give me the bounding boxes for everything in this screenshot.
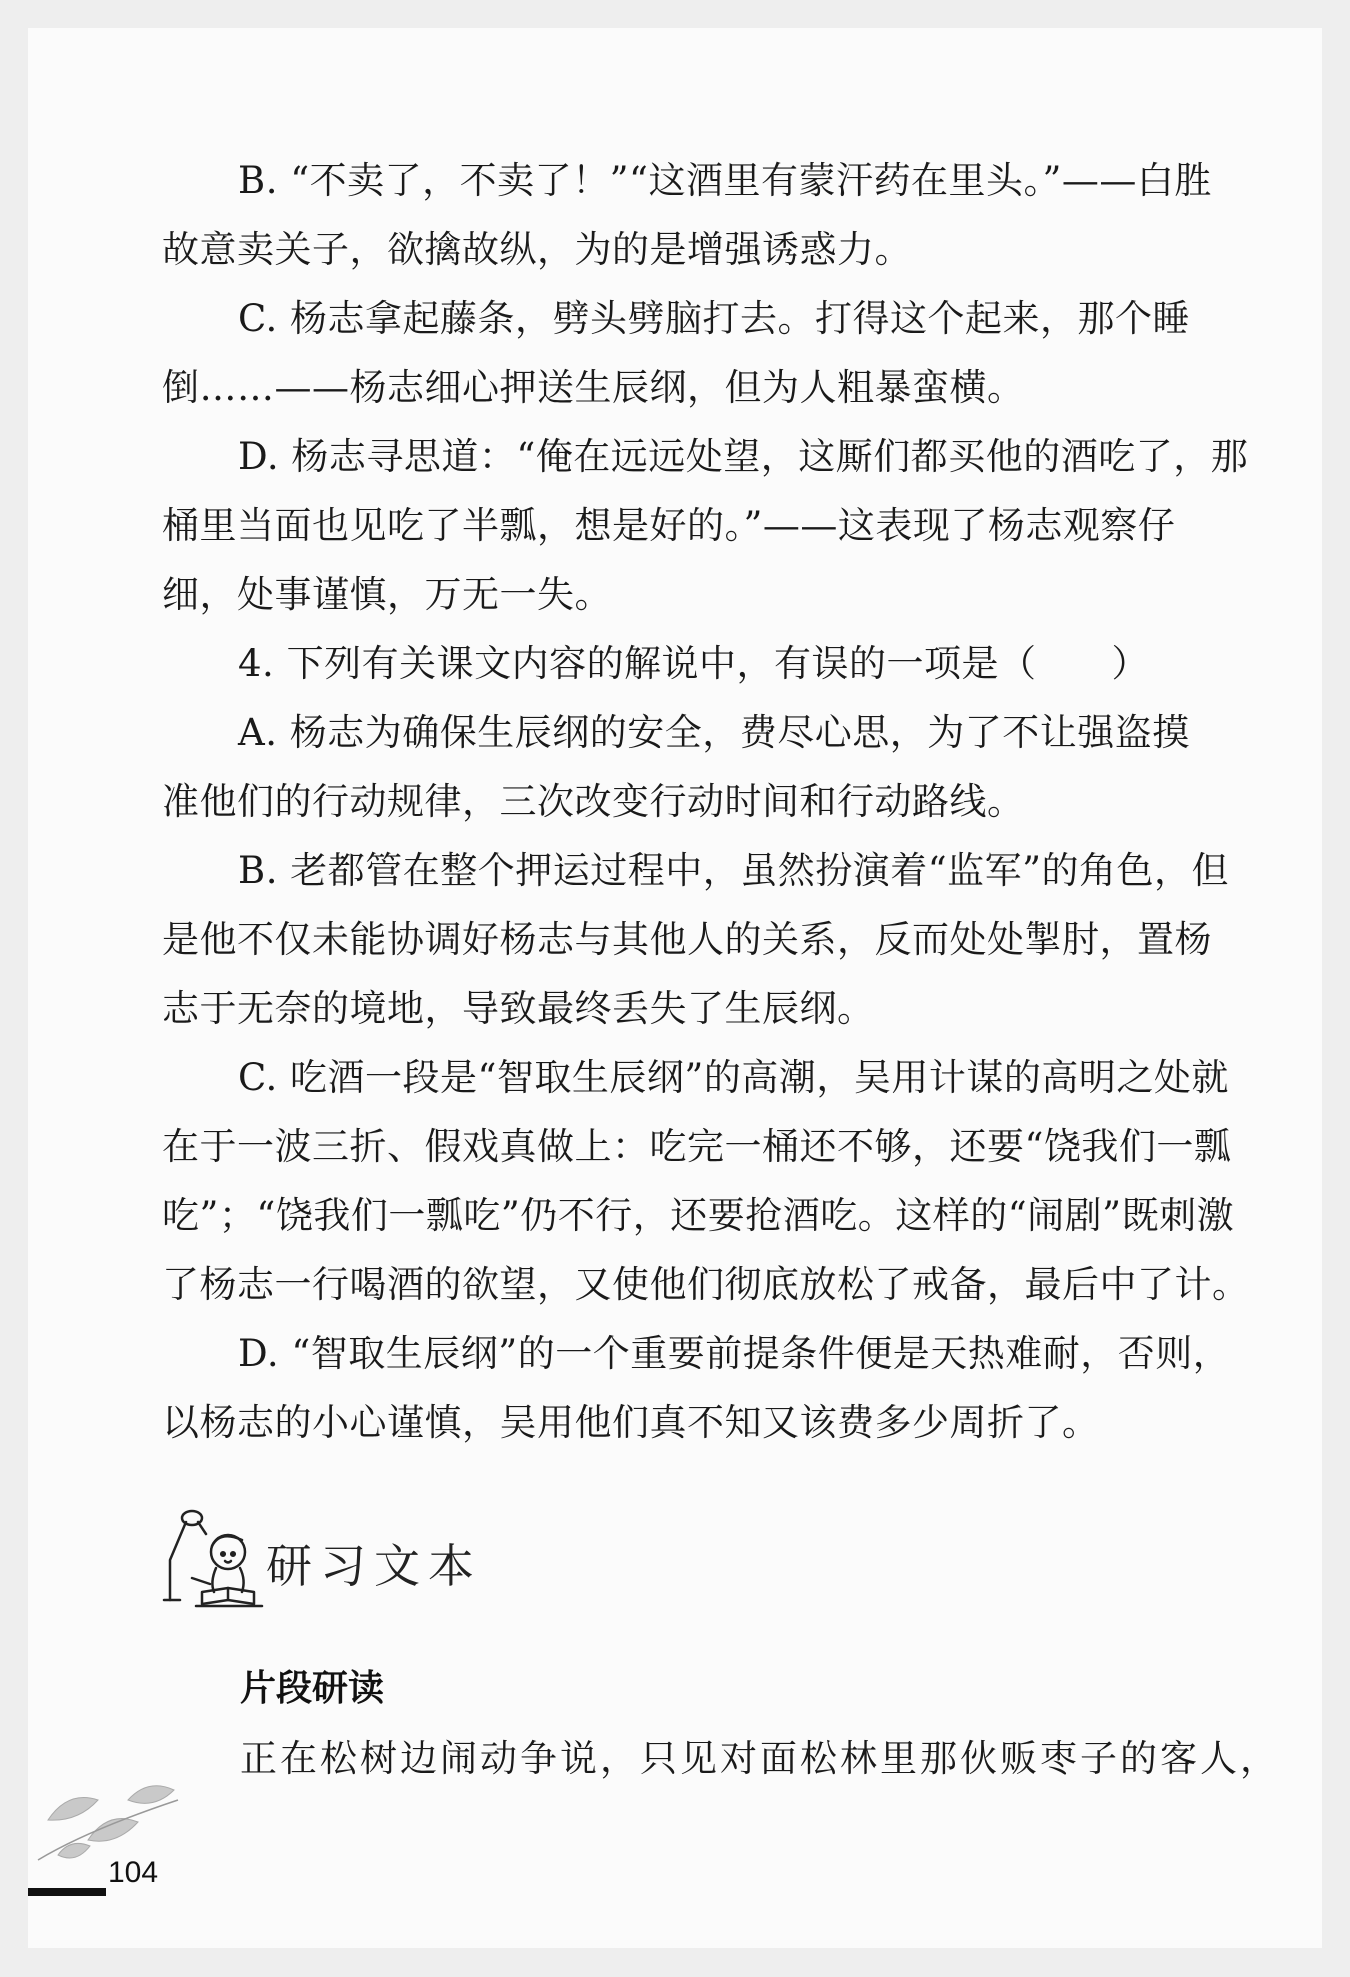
text-line: D. 杨志寻思道：“俺在远远处望，这厮们都买他的酒吃了，那 [238, 435, 1249, 478]
text-line: B. 老都管在整个押运过程中，虽然扮演着“监军”的角色，但 [238, 849, 1230, 892]
text-line: 是他不仅未能协调好杨志与其他人的关系，反而处处掣肘，置杨 [162, 918, 1212, 961]
option-q3-c [162, 284, 1242, 422]
studying-child-icon [162, 1500, 266, 1610]
option-q4-d [162, 1319, 1242, 1457]
section-heading [162, 1500, 562, 1610]
text-line: D. “智取生辰纲”的一个重要前提条件便是天热难耐，否则， [238, 1332, 1231, 1375]
text-line: C. 吃酒一段是“智取生辰纲”的高潮，吴用计谋的高明之处就 [238, 1056, 1229, 1099]
option-q3-b [162, 146, 1242, 284]
text-line: 准他们的行动规律，三次改变行动时间和行动路线。 [162, 780, 1025, 823]
option-q3-d [162, 422, 1249, 629]
text-line: 细，处事谨慎，万无一失。 [162, 573, 612, 616]
option-q4-b [162, 836, 1242, 1043]
text-line: 了杨志一行喝酒的欲望，又使他们彻底放松了戒备，最后中了计。 [162, 1263, 1250, 1306]
page-number: 104 [108, 1856, 159, 1889]
excerpt-text: 正在松树边闹动争说，只见对面松林里那伙贩枣子的客人， [240, 1737, 1280, 1780]
question-4-stem [162, 629, 1242, 698]
text-line: B. “不卖了，不卖了！”“这酒里有蒙汗药在里头。”——白胜 [238, 159, 1212, 202]
option-q4-c [162, 1043, 1250, 1319]
option-q4-a [162, 698, 1242, 836]
text-line: 桶里当面也见吃了半瓢，想是好的。”——这表现了杨志观察仔 [162, 504, 1176, 547]
text-line: 在于一波三折、假戏真做上：吃完一桶还不够，还要“饶我们一瓢 [162, 1125, 1232, 1168]
text-line: 以杨志的小心谨慎，吴用他们真不知又该费多少周折了。 [162, 1401, 1100, 1444]
text-line: 故意卖关子，欲擒故纵，为的是增强诱惑力。 [162, 228, 912, 271]
text-line: 倒……——杨志细心押送生辰纲，但为人粗暴蛮横。 [162, 366, 1025, 409]
text-line: 志于无奈的境地，导致最终丢失了生辰纲。 [162, 987, 875, 1030]
text-line: C. 杨志拿起藤条，劈头劈脑打去。打得这个起来，那个睡 [238, 297, 1191, 340]
section-title: 研习文本 [266, 1539, 482, 1593]
text-line: 4. 下列有关课文内容的解说中，有误的一项是（ ） [238, 642, 1150, 685]
text-line: 吃”；“饶我们一瓢吃”仍不行，还要抢酒吃。这样的“闹剧”既刺激 [162, 1194, 1235, 1237]
text-line: A. 杨志为确保生辰纲的安全，费尽心思，为了不让强盗摸 [238, 711, 1190, 754]
subheading: 片段研读 [240, 1668, 385, 1709]
page-number-bar [28, 1888, 106, 1896]
